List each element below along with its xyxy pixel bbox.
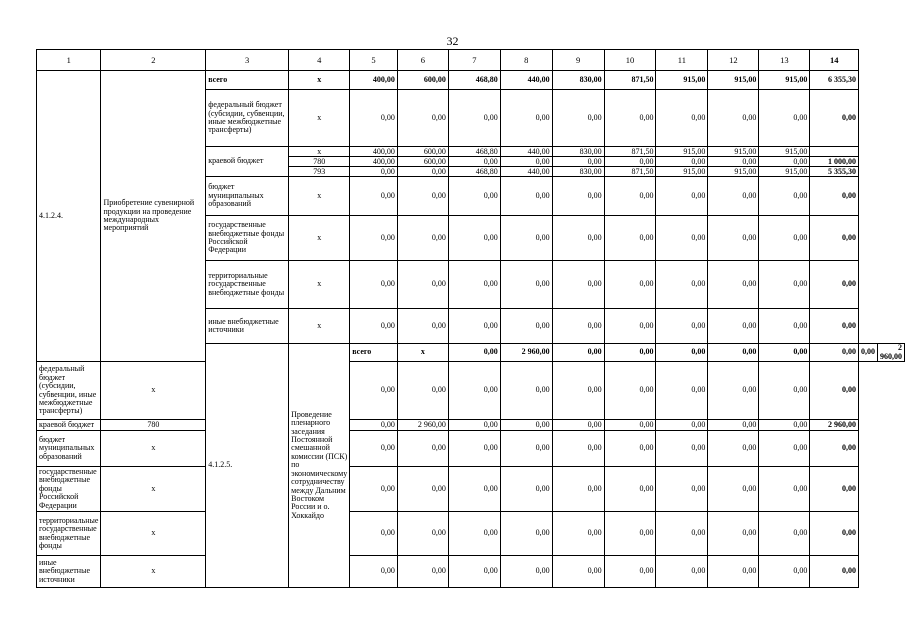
code-cell: х <box>101 512 206 556</box>
value-stack <box>604 147 656 177</box>
value-cell: 468,80 <box>448 71 500 90</box>
value-cell: 915,00 <box>656 71 708 90</box>
value-cell: 0,00 <box>397 512 448 556</box>
value-cell: 0,00 <box>656 431 708 467</box>
value-cell: 0,00 <box>708 177 759 216</box>
value-cell: 0,00 <box>350 90 398 147</box>
value-cell: 915,00 <box>683 167 706 176</box>
value-cell: 0,00 <box>605 157 656 167</box>
value-cell: 0,00 <box>448 362 500 420</box>
funding-source-label: бюджет муниципальных образований <box>206 177 289 216</box>
column-header: 13 <box>759 50 810 71</box>
value-cell: 0,00 <box>604 556 656 588</box>
column-header: 8 <box>500 50 552 71</box>
value-cell: 0,00 <box>500 216 552 261</box>
value-cell: 400,00 <box>350 71 398 90</box>
value-cell: 0,00 <box>350 420 398 431</box>
value-cell: 0,00 <box>350 467 398 512</box>
value-cell: 0,00 <box>604 261 656 309</box>
value-cell: 0,00 <box>350 556 398 588</box>
value-cell: 0,00 <box>810 344 859 362</box>
total-cell: 2 960,00 <box>810 420 859 431</box>
value-cell: 0,00 <box>656 362 708 420</box>
value-cell: 0,00 <box>708 261 759 309</box>
funding-source-label: государственные внебюджетные фонды Российской Федерации <box>37 467 101 512</box>
value-cell: 0,00 <box>708 420 759 431</box>
value-cell: 0,00 <box>656 216 708 261</box>
value-cell: 0,00 <box>708 216 759 261</box>
column-header: 9 <box>552 50 604 71</box>
value-cell: 0,00 <box>397 431 448 467</box>
value-cell: 0,00 <box>350 177 398 216</box>
value-cell: 0,00 <box>397 90 448 147</box>
value-cell: 0,00 <box>759 216 810 261</box>
value-cell: 0,00 <box>708 309 759 344</box>
total-cell: 0,00 <box>810 556 859 588</box>
total-cell <box>810 147 858 157</box>
value-cell: 0,00 <box>759 431 810 467</box>
value-cell: 0,00 <box>448 420 500 431</box>
code-cell: х <box>289 309 350 344</box>
column-header: 6 <box>397 50 448 71</box>
value-cell: 0,00 <box>759 177 810 216</box>
value-cell: 915,00 <box>734 167 757 176</box>
value-cell: 0,00 <box>759 344 810 362</box>
value-cell: 915,00 <box>759 71 810 90</box>
column-header: 2 <box>101 50 206 71</box>
code-stack <box>289 147 350 177</box>
value-cell: 915,00 <box>656 147 707 157</box>
value-cell: 0,00 <box>759 512 810 556</box>
total-cell: 0,00 <box>810 261 859 309</box>
total-cell: 0,00 <box>810 90 859 147</box>
total-cell: 0,00 <box>810 309 859 344</box>
value-cell: 0,00 <box>656 90 708 147</box>
value-stack <box>656 147 708 177</box>
value-cell: 0,00 <box>553 157 604 167</box>
funding-source-label: федеральный бюджет (субсидии, субвенции, иные межбюджетные трансферты) <box>206 90 289 147</box>
value-cell: 0,00 <box>656 177 708 216</box>
code-cell: х <box>289 90 350 147</box>
value-cell: 0,00 <box>448 90 500 147</box>
value-cell: 0,00 <box>500 261 552 309</box>
section-code: 4.1.2.5. <box>206 344 289 588</box>
page-number: 32 <box>446 34 459 48</box>
total-cell: 6 355,30 <box>810 71 859 90</box>
table-row <box>37 362 905 420</box>
value-cell: 0,00 <box>350 431 398 467</box>
value-cell: 600,00 <box>397 71 448 90</box>
value-cell: 0,00 <box>759 467 810 512</box>
value-cell: 0,00 <box>759 362 810 420</box>
total-cell: 0,00 <box>810 362 859 420</box>
total-cell: 5 355,30 <box>828 167 856 176</box>
value-cell: 0,00 <box>448 467 500 512</box>
value-cell: 0,00 <box>449 157 500 167</box>
value-cell: 0,00 <box>350 216 398 261</box>
total-cell: 0,00 <box>810 216 859 261</box>
table-row <box>37 512 905 556</box>
value-cell: 830,00 <box>579 167 602 176</box>
value-cell: 0,00 <box>350 261 398 309</box>
value-cell: 0,00 <box>500 90 552 147</box>
value-cell: 0,00 <box>656 157 707 167</box>
value-cell: 0,00 <box>500 467 552 512</box>
value-cell: 0,00 <box>552 177 604 216</box>
value-cell: 0,00 <box>500 177 552 216</box>
value-cell: 0,00 <box>350 362 398 420</box>
value-cell: 0,00 <box>500 420 552 431</box>
table-row <box>37 556 905 588</box>
column-header: 1 <box>37 50 101 71</box>
column-header: 11 <box>656 50 708 71</box>
value-cell: 0,00 <box>500 309 552 344</box>
header-row <box>37 50 905 71</box>
column-header: 4 <box>289 50 350 71</box>
total-cell: 0,00 <box>810 431 859 467</box>
value-cell: 600,00 <box>398 147 448 157</box>
value-cell: 830,00 <box>552 71 604 90</box>
value-cell: 440,00 <box>527 167 550 176</box>
value-cell: 2 960,00 <box>500 344 552 362</box>
value-cell: 0,00 <box>448 261 500 309</box>
funding-source-label: бюджет муниципальных образований <box>37 431 101 467</box>
value-cell: 0,00 <box>656 261 708 309</box>
value-cell: 0,00 <box>604 90 656 147</box>
total-cell: 2 960,00 <box>878 344 905 362</box>
value-cell: 0,00 <box>552 344 604 362</box>
value-cell: 0,00 <box>552 467 604 512</box>
funding-source-label: территориальные государственные внебюджетные фонды <box>37 512 101 556</box>
code-cell: х <box>289 71 350 90</box>
code-cell: х <box>397 344 448 362</box>
funding-source-label: территориальные государственные внебюджетные фонды <box>206 261 289 309</box>
value-cell: 0,00 <box>759 556 810 588</box>
value-cell: 0,00 <box>397 556 448 588</box>
value-cell: 0,00 <box>552 431 604 467</box>
value-cell: 0,00 <box>552 556 604 588</box>
funding-source-label: федеральный бюджет (субсидии, субвенции, иные межбюджетные трансферты) <box>37 362 101 420</box>
table-row <box>37 431 905 467</box>
column-header: 10 <box>604 50 656 71</box>
value-cell: 0,00 <box>552 261 604 309</box>
code-cell: х <box>101 556 206 588</box>
value-cell: 0,00 <box>397 177 448 216</box>
value-cell: 871,50 <box>605 147 656 157</box>
value-cell: 0,00 <box>708 157 758 167</box>
value-cell: 0,00 <box>552 216 604 261</box>
value-cell: 0,00 <box>397 261 448 309</box>
value-cell: 440,00 <box>500 71 552 90</box>
column-header: 3 <box>206 50 289 71</box>
value-cell: 0,00 <box>604 512 656 556</box>
value-cell: 440,00 <box>501 147 552 157</box>
value-cell: 0,00 <box>708 431 759 467</box>
code-cell: х <box>101 467 206 512</box>
funding-source-label: государственные внебюджетные фонды Российской Федерации <box>206 216 289 261</box>
value-cell: 871,50 <box>631 167 654 176</box>
value-cell: 915,00 <box>708 147 758 157</box>
value-cell: 0,00 <box>397 216 448 261</box>
value-cell: 0,00 <box>708 90 759 147</box>
funding-source-label: краевой бюджет <box>206 147 289 177</box>
value-cell: 0,00 <box>431 167 446 176</box>
value-cell: 0,00 <box>656 467 708 512</box>
value-cell: 0,00 <box>552 512 604 556</box>
value-cell: 0,00 <box>604 309 656 344</box>
value-stack <box>350 147 398 177</box>
table-row <box>37 71 905 90</box>
value-cell: 0,00 <box>656 309 708 344</box>
value-cell: 830,00 <box>553 147 604 157</box>
value-cell: 400,00 <box>350 157 397 167</box>
value-cell: 0,00 <box>448 216 500 261</box>
value-cell: 0,00 <box>500 556 552 588</box>
value-cell: 0,00 <box>552 309 604 344</box>
value-cell: 0,00 <box>759 309 810 344</box>
code-cell: х <box>289 147 349 157</box>
column-header: 5 <box>350 50 398 71</box>
value-cell: 600,00 <box>398 157 448 167</box>
value-cell: 0,00 <box>656 420 708 431</box>
value-cell: 0,00 <box>604 216 656 261</box>
value-cell: 0,00 <box>448 177 500 216</box>
code-cell: х <box>101 362 206 420</box>
value-cell: 0,00 <box>759 157 809 167</box>
value-cell: 0,00 <box>397 309 448 344</box>
value-cell: 0,00 <box>708 344 759 362</box>
value-cell: 915,00 <box>708 71 759 90</box>
funding-source-label: всего <box>206 71 289 90</box>
value-cell: 0,00 <box>604 177 656 216</box>
value-cell: 0,00 <box>552 420 604 431</box>
funding-source-label: иные внебюджетные источники <box>37 556 101 588</box>
value-cell: 400,00 <box>350 147 397 157</box>
total-stack <box>810 147 859 177</box>
code-cell: х <box>289 177 350 216</box>
value-stack <box>552 147 604 177</box>
value-cell: 0,00 <box>708 556 759 588</box>
value-cell: 0,00 <box>448 431 500 467</box>
value-cell: 871,50 <box>604 71 656 90</box>
value-cell: 0,00 <box>604 467 656 512</box>
total-cell: 0,00 <box>810 467 859 512</box>
code-cell: х <box>101 431 206 467</box>
funding-source-label: краевой бюджет <box>37 420 101 431</box>
value-cell: 0,00 <box>656 344 708 362</box>
column-header: 14 <box>810 50 859 71</box>
value-cell: 0,00 <box>448 556 500 588</box>
value-stack <box>759 147 810 177</box>
column-header: 12 <box>708 50 759 71</box>
value-cell: 915,00 <box>785 167 808 176</box>
total-cell: 0,00 <box>810 512 859 556</box>
code-cell: 780 <box>101 420 206 431</box>
funding-source-label: всего <box>350 344 398 362</box>
value-cell: 0,00 <box>759 261 810 309</box>
value-cell: 0,00 <box>604 344 656 362</box>
value-cell: 0,00 <box>380 167 395 176</box>
value-cell: 0,00 <box>656 512 708 556</box>
value-stack <box>500 147 552 177</box>
value-cell: 0,00 <box>708 467 759 512</box>
value-cell: 0,00 <box>708 362 759 420</box>
total-cell: 0,00 <box>810 177 859 216</box>
value-cell: 0,00 <box>500 512 552 556</box>
value-stack <box>397 147 448 177</box>
value-cell: 0,00 <box>604 431 656 467</box>
value-cell: 468,80 <box>475 167 498 176</box>
value-cell: 0,00 <box>448 512 500 556</box>
funding-source-label: иные внебюджетные источники <box>206 309 289 344</box>
section-name: Приобретение сувенирной продукции на проведение международных мероприятий <box>101 71 206 362</box>
code-cell: х <box>289 216 350 261</box>
value-cell: 0,00 <box>552 362 604 420</box>
value-cell: 468,80 <box>449 147 500 157</box>
value-cell: 0,00 <box>350 309 398 344</box>
value-stack <box>708 147 759 177</box>
value-cell: 0,00 <box>759 420 810 431</box>
value-cell: 0,00 <box>708 512 759 556</box>
value-stack <box>448 147 500 177</box>
code-cell: 793 <box>313 167 326 176</box>
column-header: 7 <box>448 50 500 71</box>
value-cell: 2 960,00 <box>397 420 448 431</box>
total-cell: 1 000,00 <box>810 157 858 167</box>
value-cell: 915,00 <box>759 147 809 157</box>
section-code: 4.1.2.4. <box>37 71 101 362</box>
value-cell: 0,00 <box>448 309 500 344</box>
value-cell: 0,00 <box>604 420 656 431</box>
code-cell: х <box>289 261 350 309</box>
value-cell: 0,00 <box>500 362 552 420</box>
table-row <box>37 420 905 431</box>
value-cell: 0,00 <box>500 431 552 467</box>
value-cell: 0,00 <box>448 344 500 362</box>
value-cell: 0,00 <box>552 90 604 147</box>
budget-table <box>36 49 905 588</box>
section-name: Проведение пленарного заседания Постоянной смешанной комиссии (ПСК) по экономическому сотрудничеству между Дальним Востоком России и о. Хоккайдо <box>289 344 350 588</box>
value-cell: 0,00 <box>350 512 398 556</box>
value-cell: 0,00 <box>397 467 448 512</box>
value-cell: 0,00 <box>397 362 448 420</box>
value-cell: 0,00 <box>656 556 708 588</box>
value-cell: 0,00 <box>859 344 878 362</box>
value-cell: 0,00 <box>759 90 810 147</box>
code-cell: 780 <box>289 157 349 167</box>
value-cell: 0,00 <box>604 362 656 420</box>
table-row <box>37 467 905 512</box>
value-cell: 0,00 <box>501 157 552 167</box>
